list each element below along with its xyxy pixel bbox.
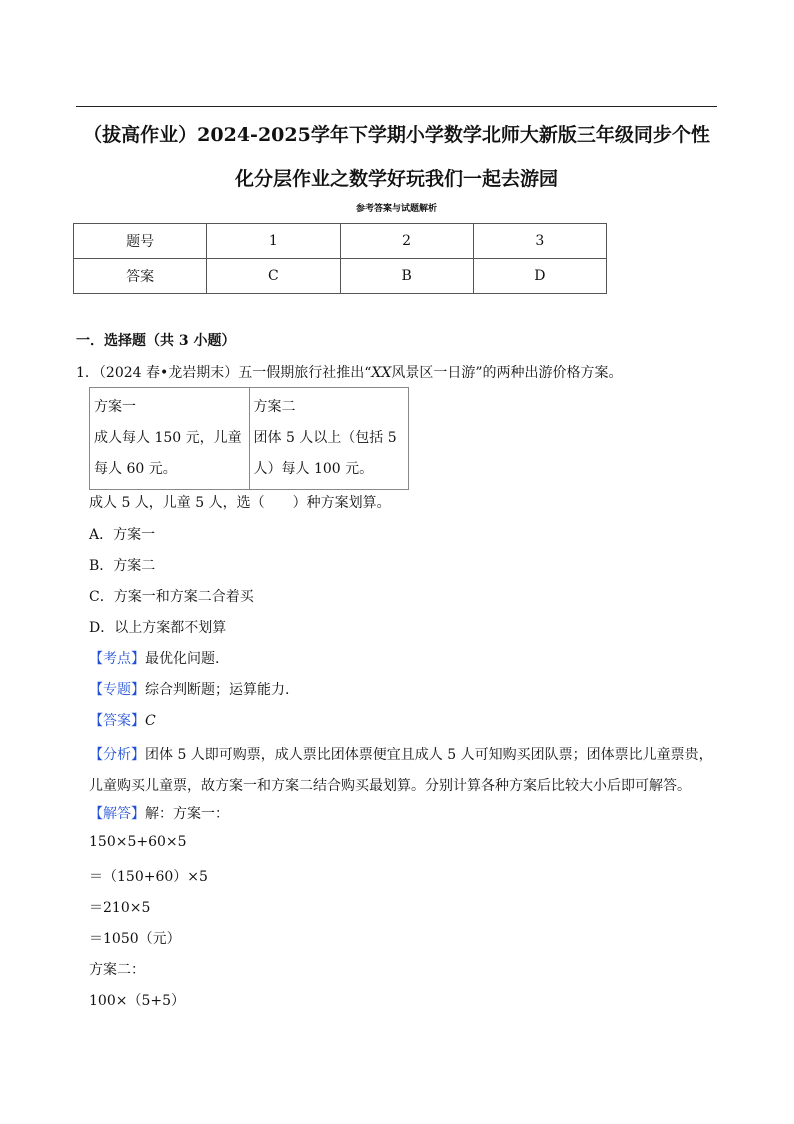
plan-2-text: 团体 5 人以上（包括 5 人）每人 100 元。 bbox=[253, 430, 397, 477]
title-line-2: 化分层作业之数学好玩我们一起去游园 bbox=[234, 168, 558, 190]
answer-table bbox=[73, 223, 607, 294]
solution-line-2: ＝（150+60）×5 bbox=[89, 869, 208, 885]
solution-line-3: ＝210×5 bbox=[89, 900, 151, 916]
question-1-suffix: 风景区一日游”的两种出游价格方案。 bbox=[391, 365, 623, 381]
daan-tag: 【答案】 bbox=[89, 713, 145, 729]
title-line-1: （拔高作业）2024-2025学年下学期小学数学北师大新版三年级同步个性 bbox=[83, 124, 710, 146]
answer-table-number-3: 3 bbox=[473, 224, 606, 259]
answer-table-label-answer: 答案 bbox=[74, 259, 207, 294]
jieda-line bbox=[89, 803, 229, 823]
question-1-prefix: 1．（2024 春•龙岩期末）五一假期旅行社推出“ bbox=[76, 365, 372, 381]
header-rule bbox=[76, 106, 717, 107]
answer-table-row-answers bbox=[74, 259, 607, 294]
answer-table-number-2: 2 bbox=[340, 224, 473, 259]
solution-line-4: ＝1050（元） bbox=[89, 931, 181, 947]
fenxi-text: 团体 5 人即可购票，成人票比团体票便宜且成人 5 人可知购买团队票；团体票比儿童票贵，儿童购买儿童票，故方案一和方案二结合购买最划算。分别计算各种方案后比较大小后即可解答。 bbox=[89, 747, 713, 794]
zhuanti-tag: 【专题】 bbox=[89, 682, 145, 698]
plan-2-cell bbox=[249, 388, 409, 490]
plan-1-text: 成人每人 150 元，儿童每人 60 元。 bbox=[94, 430, 242, 477]
kaodian-tag: 【考点】 bbox=[89, 651, 145, 667]
solution-line-1: 150×5+60×5 bbox=[89, 834, 187, 850]
answer-table-number-1: 1 bbox=[207, 224, 340, 259]
question-1-italic: XX bbox=[371, 365, 392, 381]
plan-2-title: 方案二 bbox=[253, 399, 296, 415]
answer-table-answer-2: B bbox=[340, 259, 473, 294]
kaodian-line bbox=[89, 648, 219, 668]
option-d: D．以上方案都不划算 bbox=[89, 620, 227, 636]
fenxi-tag: 【分析】 bbox=[89, 747, 145, 763]
zhuanti-line bbox=[89, 679, 289, 699]
zhuanti-text: 综合判断题；运算能力. bbox=[145, 682, 290, 698]
fenxi-paragraph bbox=[89, 740, 717, 802]
question-1-prompt: 成人 5 人，儿童 5 人，选（ ）种方案划算。 bbox=[89, 495, 391, 511]
option-b: B．方案二 bbox=[89, 558, 156, 574]
jieda-text: 解：方案一： bbox=[145, 806, 229, 822]
plan-1-cell bbox=[90, 388, 250, 490]
kaodian-text: 最优化问题. bbox=[145, 651, 220, 667]
plan-table bbox=[89, 387, 409, 490]
plan-table-row bbox=[90, 388, 409, 490]
document-title bbox=[76, 114, 717, 200]
answer-table-row-numbers bbox=[74, 224, 607, 259]
daan-line bbox=[89, 710, 156, 730]
answer-table-label-question: 题号 bbox=[74, 224, 207, 259]
answer-table-answer-3: D bbox=[473, 259, 606, 294]
solution-line-6: 100×（5+5） bbox=[89, 993, 185, 1009]
jieda-tag: 【解答】 bbox=[89, 806, 145, 822]
question-1-stem bbox=[76, 362, 623, 382]
section-heading: 一．选择题（共 3 小题） bbox=[76, 333, 236, 349]
option-c: C．方案一和方案二合着买 bbox=[89, 589, 254, 605]
solution-line-5: 方案二： bbox=[89, 962, 145, 978]
document-subtitle: 参考答案与试题解析 bbox=[355, 204, 437, 214]
option-a: A．方案一 bbox=[89, 527, 156, 543]
plan-1-title: 方案一 bbox=[94, 399, 136, 415]
daan-text: C bbox=[145, 713, 156, 729]
answer-table-answer-1: C bbox=[207, 259, 340, 294]
